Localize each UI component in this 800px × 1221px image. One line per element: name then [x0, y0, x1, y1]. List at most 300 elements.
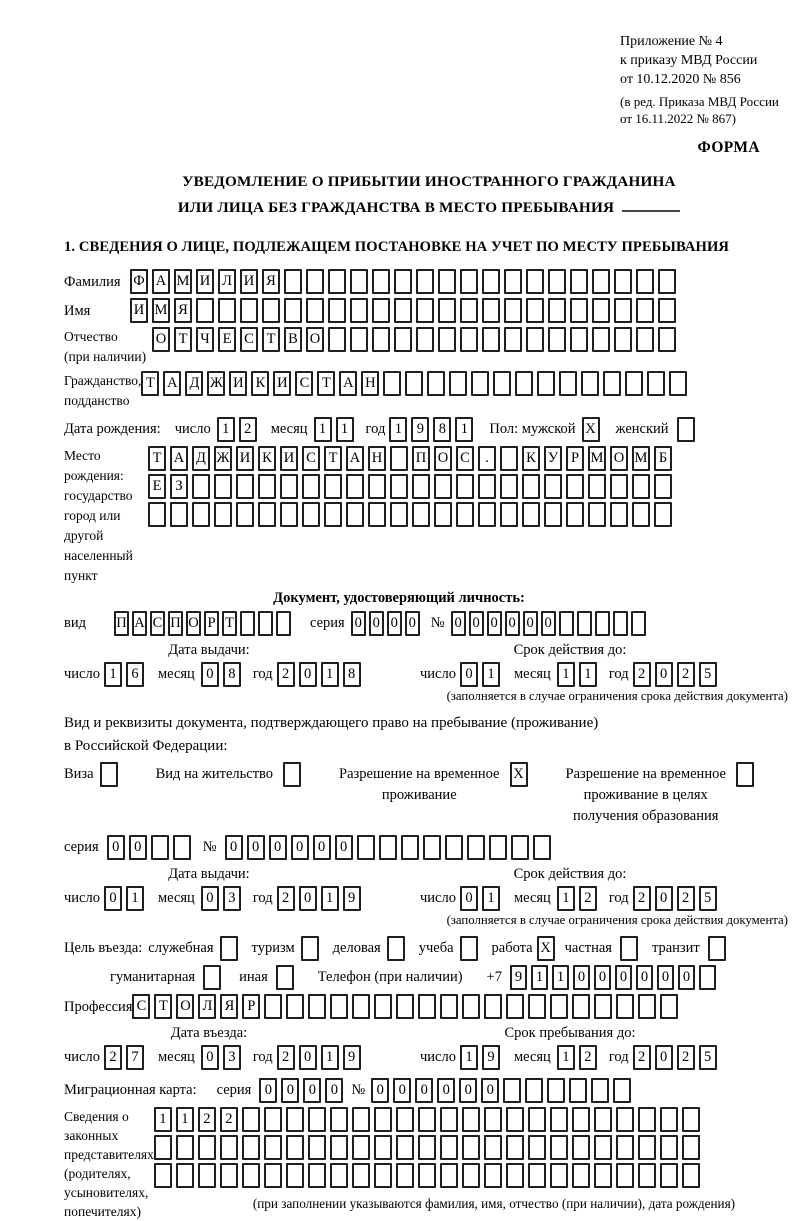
char-cell[interactable]: 0: [678, 965, 695, 990]
doc-issue-month-cells[interactable]: [201, 662, 245, 687]
char-cell[interactable]: 0: [259, 1078, 277, 1103]
char-cell[interactable]: [176, 1135, 194, 1160]
char-cell[interactable]: [658, 298, 676, 323]
char-cell[interactable]: А: [163, 371, 181, 396]
char-cell[interactable]: [440, 1107, 458, 1132]
char-cell[interactable]: [262, 298, 280, 323]
char-cell[interactable]: [528, 1135, 546, 1160]
char-cell[interactable]: 0: [415, 1078, 433, 1103]
char-cell[interactable]: А: [346, 446, 364, 471]
char-cell[interactable]: 0: [107, 835, 125, 860]
char-cell[interactable]: [374, 994, 392, 1019]
char-cell[interactable]: [594, 994, 612, 1019]
char-cell[interactable]: [588, 502, 606, 527]
char-cell[interactable]: 2: [633, 886, 651, 911]
char-cell[interactable]: [658, 269, 676, 294]
char-cell[interactable]: [306, 298, 324, 323]
char-cell[interactable]: [379, 835, 397, 860]
char-cell[interactable]: [504, 327, 522, 352]
char-cell[interactable]: М: [152, 298, 170, 323]
char-cell[interactable]: 1: [126, 886, 144, 911]
purpose-business-checkbox[interactable]: [387, 936, 409, 961]
char-cell[interactable]: [658, 327, 676, 352]
char-cell[interactable]: Ж: [207, 371, 225, 396]
char-cell[interactable]: [306, 269, 324, 294]
char-cell[interactable]: [440, 1135, 458, 1160]
char-cell[interactable]: [308, 994, 326, 1019]
char-cell[interactable]: 9: [411, 417, 429, 442]
char-cell[interactable]: О: [176, 994, 194, 1019]
char-cell[interactable]: [548, 269, 566, 294]
char-cell[interactable]: Т: [317, 371, 335, 396]
char-cell[interactable]: 2: [239, 417, 257, 442]
sex-female-checkbox[interactable]: [677, 417, 695, 442]
char-cell[interactable]: Р: [242, 994, 260, 1019]
char-cell[interactable]: [423, 835, 441, 860]
char-cell[interactable]: [416, 298, 434, 323]
char-cell[interactable]: [438, 327, 456, 352]
char-cell[interactable]: [396, 1107, 414, 1132]
char-cell[interactable]: [418, 994, 436, 1019]
char-cell[interactable]: [418, 1163, 436, 1188]
char-cell[interactable]: [594, 1163, 612, 1188]
char-cell[interactable]: 0: [655, 1045, 673, 1070]
char-cell[interactable]: 3: [223, 886, 241, 911]
char-cell[interactable]: [467, 835, 485, 860]
char-cell[interactable]: 1: [321, 662, 339, 687]
char-cell[interactable]: 1: [104, 662, 122, 687]
char-cell[interactable]: М: [588, 446, 606, 471]
char-cell[interactable]: [214, 474, 232, 499]
char-cell[interactable]: [350, 327, 368, 352]
char-cell[interactable]: 2: [579, 1045, 597, 1070]
char-cell[interactable]: [493, 371, 511, 396]
char-cell[interactable]: [176, 1163, 194, 1188]
char-cell[interactable]: [506, 1163, 524, 1188]
char-cell[interactable]: [284, 298, 302, 323]
char-cell[interactable]: [528, 994, 546, 1019]
char-cell[interactable]: [258, 502, 276, 527]
char-cell[interactable]: [638, 1135, 656, 1160]
char-cell[interactable]: [660, 1163, 678, 1188]
char-cell[interactable]: С: [150, 611, 165, 636]
char-cell[interactable]: 0: [104, 886, 122, 911]
char-cell[interactable]: [547, 1078, 565, 1103]
char-cell[interactable]: [638, 994, 656, 1019]
char-cell[interactable]: [280, 474, 298, 499]
char-cell[interactable]: [462, 1163, 480, 1188]
char-cell[interactable]: [699, 965, 716, 990]
purpose-tourism-checkbox[interactable]: [301, 936, 319, 961]
char-cell[interactable]: [566, 502, 584, 527]
char-cell[interactable]: [572, 1135, 590, 1160]
char-cell[interactable]: [264, 1163, 282, 1188]
char-cell[interactable]: 2: [633, 662, 651, 687]
migration-card-number-cells[interactable]: [371, 1078, 635, 1103]
char-cell[interactable]: О: [610, 446, 628, 471]
char-cell[interactable]: [242, 1135, 260, 1160]
char-cell[interactable]: [330, 1107, 348, 1132]
char-cell[interactable]: Т: [154, 994, 172, 1019]
char-cell[interactable]: [286, 1135, 304, 1160]
char-cell[interactable]: 1: [389, 417, 407, 442]
doc-number-cells[interactable]: [451, 611, 649, 636]
char-cell[interactable]: [526, 269, 544, 294]
char-cell[interactable]: Н: [361, 371, 379, 396]
sex-male-checkbox[interactable]: [582, 417, 604, 442]
char-cell[interactable]: [478, 474, 496, 499]
char-cell[interactable]: 0: [313, 835, 331, 860]
char-cell[interactable]: [478, 502, 496, 527]
sex-male-checkbox[interactable]: X: [582, 417, 600, 442]
char-cell[interactable]: К: [251, 371, 269, 396]
residence-doc-valid-year-cells[interactable]: [633, 886, 721, 911]
representatives-cells-row-1[interactable]: [154, 1107, 704, 1132]
char-cell[interactable]: П: [412, 446, 430, 471]
purpose-official-checkbox[interactable]: [220, 936, 238, 961]
char-cell[interactable]: Я: [262, 269, 280, 294]
char-cell[interactable]: 3: [223, 1045, 241, 1070]
char-cell[interactable]: П: [168, 611, 183, 636]
char-cell[interactable]: [550, 1107, 568, 1132]
doc-issue-year-cells[interactable]: [277, 662, 365, 687]
residence-permit-checkbox[interactable]: [283, 762, 305, 787]
char-cell[interactable]: 0: [201, 662, 219, 687]
char-cell[interactable]: М: [632, 446, 650, 471]
char-cell[interactable]: 2: [677, 662, 695, 687]
char-cell[interactable]: Е: [218, 327, 236, 352]
char-cell[interactable]: [548, 327, 566, 352]
entry-day-cells[interactable]: [104, 1045, 148, 1070]
purpose-study-checkbox[interactable]: [460, 936, 478, 961]
char-cell[interactable]: 0: [615, 965, 632, 990]
char-cell[interactable]: Р: [566, 446, 584, 471]
char-cell[interactable]: [383, 371, 401, 396]
char-cell[interactable]: 7: [126, 1045, 144, 1070]
char-cell[interactable]: 2: [677, 886, 695, 911]
char-cell[interactable]: [669, 371, 687, 396]
char-cell[interactable]: [418, 1107, 436, 1132]
char-cell[interactable]: [471, 371, 489, 396]
purpose-official-checkbox[interactable]: [220, 936, 242, 961]
char-cell[interactable]: 1: [336, 417, 354, 442]
char-cell[interactable]: 0: [573, 965, 590, 990]
char-cell[interactable]: [368, 502, 386, 527]
char-cell[interactable]: [526, 298, 544, 323]
char-cell[interactable]: [242, 1163, 260, 1188]
char-cell[interactable]: [148, 502, 166, 527]
char-cell[interactable]: 8: [223, 662, 241, 687]
char-cell[interactable]: О: [186, 611, 201, 636]
char-cell[interactable]: О: [306, 327, 324, 352]
char-cell[interactable]: 0: [225, 835, 243, 860]
char-cell[interactable]: [632, 474, 650, 499]
residence-doc-issue-month-cells[interactable]: [201, 886, 245, 911]
char-cell[interactable]: 1: [557, 662, 575, 687]
char-cell[interactable]: 0: [299, 886, 317, 911]
char-cell[interactable]: [462, 1107, 480, 1132]
purpose-private-checkbox[interactable]: [620, 936, 638, 961]
char-cell[interactable]: 2: [579, 886, 597, 911]
char-cell[interactable]: К: [522, 446, 540, 471]
residence-permit-checkbox[interactable]: [283, 762, 301, 787]
char-cell[interactable]: [682, 1163, 700, 1188]
char-cell[interactable]: [632, 502, 650, 527]
char-cell[interactable]: [614, 269, 632, 294]
char-cell[interactable]: [412, 474, 430, 499]
char-cell[interactable]: [559, 371, 577, 396]
char-cell[interactable]: 5: [699, 662, 717, 687]
char-cell[interactable]: [328, 269, 346, 294]
char-cell[interactable]: Н: [368, 446, 386, 471]
char-cell[interactable]: [350, 269, 368, 294]
char-cell[interactable]: [352, 1107, 370, 1132]
char-cell[interactable]: [258, 611, 273, 636]
purpose-private-checkbox[interactable]: [620, 936, 642, 961]
doc-series-cells[interactable]: [351, 611, 423, 636]
patronymic-cells[interactable]: [152, 327, 680, 352]
char-cell[interactable]: [550, 1135, 568, 1160]
char-cell[interactable]: [594, 1135, 612, 1160]
char-cell[interactable]: [192, 502, 210, 527]
char-cell[interactable]: [346, 502, 364, 527]
char-cell[interactable]: [352, 994, 370, 1019]
edu-permit-checkbox[interactable]: [736, 762, 754, 787]
char-cell[interactable]: [616, 1107, 634, 1132]
char-cell[interactable]: [544, 502, 562, 527]
char-cell[interactable]: [350, 298, 368, 323]
char-cell[interactable]: 0: [201, 886, 219, 911]
char-cell[interactable]: [330, 994, 348, 1019]
char-cell[interactable]: 1: [154, 1107, 172, 1132]
char-cell[interactable]: [456, 474, 474, 499]
char-cell[interactable]: [286, 1107, 304, 1132]
char-cell[interactable]: [682, 1107, 700, 1132]
char-cell[interactable]: [682, 1135, 700, 1160]
doc-kind-cells[interactable]: [114, 611, 294, 636]
char-cell[interactable]: [218, 298, 236, 323]
char-cell[interactable]: [240, 611, 255, 636]
char-cell[interactable]: [308, 1163, 326, 1188]
char-cell[interactable]: [220, 1135, 238, 1160]
char-cell[interactable]: [482, 327, 500, 352]
doc-valid-day-cells[interactable]: [460, 662, 504, 687]
char-cell[interactable]: 0: [393, 1078, 411, 1103]
char-cell[interactable]: [401, 835, 419, 860]
birth-place-cells-row-2[interactable]: [148, 474, 676, 499]
char-cell[interactable]: 9: [343, 1045, 361, 1070]
char-cell[interactable]: [460, 269, 478, 294]
char-cell[interactable]: 1: [455, 417, 473, 442]
char-cell[interactable]: 0: [469, 611, 484, 636]
char-cell[interactable]: [440, 994, 458, 1019]
char-cell[interactable]: [511, 835, 529, 860]
char-cell[interactable]: [614, 327, 632, 352]
char-cell[interactable]: [504, 298, 522, 323]
char-cell[interactable]: [581, 371, 599, 396]
char-cell[interactable]: Ж: [214, 446, 232, 471]
char-cell[interactable]: [610, 474, 628, 499]
char-cell[interactable]: [416, 269, 434, 294]
char-cell[interactable]: 1: [314, 417, 332, 442]
char-cell[interactable]: 0: [655, 886, 673, 911]
char-cell[interactable]: [588, 474, 606, 499]
char-cell[interactable]: [625, 371, 643, 396]
char-cell[interactable]: [660, 1135, 678, 1160]
char-cell[interactable]: 1: [321, 886, 339, 911]
char-cell[interactable]: О: [152, 327, 170, 352]
profession-cells[interactable]: [132, 994, 682, 1019]
char-cell[interactable]: Т: [174, 327, 192, 352]
char-cell[interactable]: [330, 1135, 348, 1160]
given-name-cells[interactable]: [130, 298, 680, 323]
char-cell[interactable]: И: [280, 446, 298, 471]
char-cell[interactable]: [352, 1163, 370, 1188]
char-cell[interactable]: К: [258, 446, 276, 471]
char-cell[interactable]: А: [339, 371, 357, 396]
char-cell[interactable]: [572, 1163, 590, 1188]
char-cell[interactable]: 0: [299, 1045, 317, 1070]
char-cell[interactable]: [566, 474, 584, 499]
char-cell[interactable]: 2: [633, 1045, 651, 1070]
doc-issue-day-cells[interactable]: [104, 662, 148, 687]
char-cell[interactable]: [151, 835, 169, 860]
char-cell[interactable]: [636, 269, 654, 294]
char-cell[interactable]: 8: [433, 417, 451, 442]
char-cell[interactable]: 5: [699, 1045, 717, 1070]
char-cell[interactable]: Т: [222, 611, 237, 636]
residence-doc-number-cells[interactable]: [225, 835, 555, 860]
surname-cells[interactable]: [130, 269, 680, 294]
char-cell[interactable]: [522, 502, 540, 527]
char-cell[interactable]: [592, 298, 610, 323]
char-cell[interactable]: [533, 835, 551, 860]
char-cell[interactable]: 2: [220, 1107, 238, 1132]
birth-year-cells[interactable]: [389, 417, 477, 442]
char-cell[interactable]: [418, 1135, 436, 1160]
char-cell[interactable]: И: [273, 371, 291, 396]
stay-year-cells[interactable]: [633, 1045, 721, 1070]
char-cell[interactable]: 1: [482, 886, 500, 911]
char-cell[interactable]: 0: [594, 965, 611, 990]
char-cell[interactable]: [438, 269, 456, 294]
char-cell[interactable]: 0: [636, 965, 653, 990]
entry-month-cells[interactable]: [201, 1045, 245, 1070]
char-cell[interactable]: 0: [487, 611, 502, 636]
char-cell[interactable]: 0: [325, 1078, 343, 1103]
char-cell[interactable]: [572, 994, 590, 1019]
char-cell[interactable]: [286, 1163, 304, 1188]
char-cell[interactable]: А: [170, 446, 188, 471]
char-cell[interactable]: Д: [185, 371, 203, 396]
char-cell[interactable]: [328, 327, 346, 352]
char-cell[interactable]: [594, 1107, 612, 1132]
residence-doc-issue-day-cells[interactable]: [104, 886, 148, 911]
char-cell[interactable]: 0: [459, 1078, 477, 1103]
purpose-transit-checkbox[interactable]: [708, 936, 730, 961]
char-cell[interactable]: [372, 327, 390, 352]
char-cell[interactable]: [328, 298, 346, 323]
char-cell[interactable]: [506, 1135, 524, 1160]
char-cell[interactable]: [631, 611, 646, 636]
char-cell[interactable]: 1: [557, 886, 575, 911]
purpose-tourism-checkbox[interactable]: [301, 936, 323, 961]
char-cell[interactable]: [503, 1078, 521, 1103]
char-cell[interactable]: [192, 474, 210, 499]
char-cell[interactable]: [522, 474, 540, 499]
char-cell[interactable]: [396, 1163, 414, 1188]
char-cell[interactable]: И: [236, 446, 254, 471]
char-cell[interactable]: [154, 1135, 172, 1160]
char-cell[interactable]: И: [240, 269, 258, 294]
char-cell[interactable]: [276, 611, 291, 636]
char-cell[interactable]: [240, 298, 258, 323]
char-cell[interactable]: [526, 327, 544, 352]
char-cell[interactable]: Л: [218, 269, 236, 294]
char-cell[interactable]: [654, 502, 672, 527]
char-cell[interactable]: [636, 298, 654, 323]
char-cell[interactable]: [302, 502, 320, 527]
char-cell[interactable]: [394, 298, 412, 323]
doc-valid-month-cells[interactable]: [557, 662, 601, 687]
char-cell[interactable]: Т: [148, 446, 166, 471]
char-cell[interactable]: Л: [198, 994, 216, 1019]
edu-permit-checkbox[interactable]: [736, 762, 758, 787]
char-cell[interactable]: [412, 502, 430, 527]
citizenship-cells[interactable]: [141, 371, 691, 396]
birth-place-cells-row-1[interactable]: [148, 446, 676, 471]
purpose-humanitarian-checkbox[interactable]: [203, 965, 225, 990]
char-cell[interactable]: Т: [262, 327, 280, 352]
char-cell[interactable]: [613, 1078, 631, 1103]
char-cell[interactable]: [570, 298, 588, 323]
char-cell[interactable]: 0: [281, 1078, 299, 1103]
char-cell[interactable]: [416, 327, 434, 352]
birth-month-cells[interactable]: [314, 417, 358, 442]
char-cell[interactable]: [368, 474, 386, 499]
char-cell[interactable]: 0: [505, 611, 520, 636]
char-cell[interactable]: [500, 502, 518, 527]
char-cell[interactable]: [636, 327, 654, 352]
char-cell[interactable]: 1: [482, 662, 500, 687]
char-cell[interactable]: [154, 1163, 172, 1188]
visa-checkbox[interactable]: [100, 762, 118, 787]
char-cell[interactable]: Т: [324, 446, 342, 471]
char-cell[interactable]: [198, 1135, 216, 1160]
char-cell[interactable]: 6: [126, 662, 144, 687]
char-cell[interactable]: [603, 371, 621, 396]
char-cell[interactable]: У: [544, 446, 562, 471]
purpose-transit-checkbox[interactable]: [708, 936, 726, 961]
char-cell[interactable]: [394, 327, 412, 352]
char-cell[interactable]: [515, 371, 533, 396]
char-cell[interactable]: [638, 1163, 656, 1188]
char-cell[interactable]: [616, 1163, 634, 1188]
char-cell[interactable]: 1: [531, 965, 548, 990]
char-cell[interactable]: И: [130, 298, 148, 323]
representatives-cells-row-3[interactable]: [154, 1163, 704, 1188]
char-cell[interactable]: [484, 1107, 502, 1132]
char-cell[interactable]: [390, 502, 408, 527]
char-cell[interactable]: [460, 327, 478, 352]
char-cell[interactable]: 0: [481, 1078, 499, 1103]
char-cell[interactable]: 0: [369, 611, 384, 636]
char-cell[interactable]: [570, 269, 588, 294]
char-cell[interactable]: 0: [460, 886, 478, 911]
char-cell[interactable]: С: [302, 446, 320, 471]
char-cell[interactable]: [346, 474, 364, 499]
char-cell[interactable]: [440, 1163, 458, 1188]
